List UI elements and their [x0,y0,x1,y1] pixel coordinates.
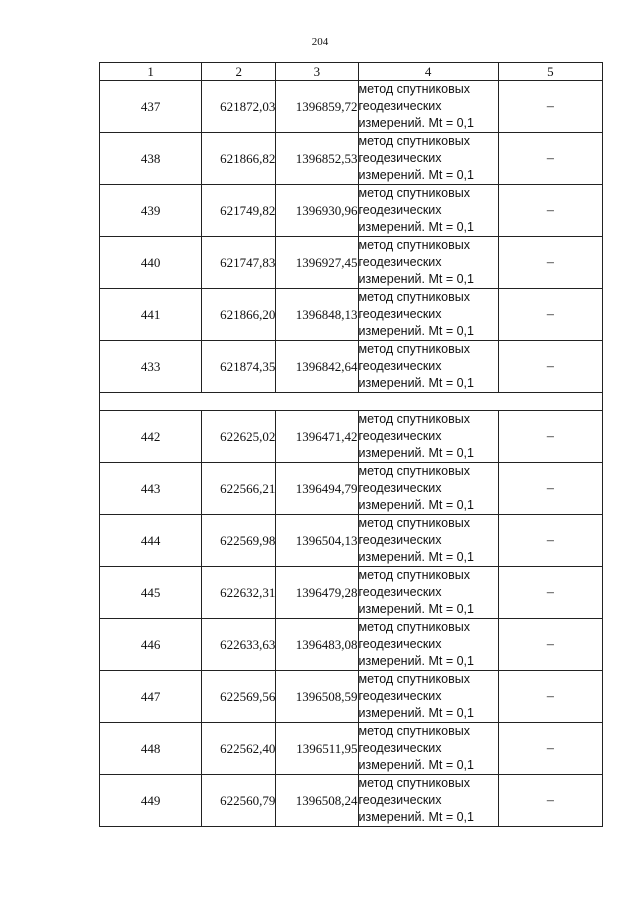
point-number-cell: 442 [100,411,202,463]
method-line: метод спутниковых [358,724,470,738]
method-cell [358,81,498,133]
method-line: измерений. Mt = 0,1 [358,602,474,616]
y-coordinate-cell: 1396511,95 [276,723,358,775]
table-row [100,619,603,671]
point-number-cell: 443 [100,463,202,515]
table-row [100,237,603,289]
method-cell [358,237,498,289]
method-line: геодезических [358,741,442,755]
method-line: метод спутниковых [358,516,470,530]
method-line: геодезических [358,637,442,651]
header-cell-1: 1 [100,63,202,81]
method-line: метод спутниковых [358,412,470,426]
method-line: метод спутниковых [358,238,470,252]
note-cell: – [498,133,602,185]
method-line: измерений. Mt = 0,1 [358,498,474,512]
method-cell [358,463,498,515]
x-coordinate-cell: 622562,40 [202,723,276,775]
method-line: метод спутниковых [358,672,470,686]
method-line: геодезических [358,255,442,269]
x-coordinate-cell: 621874,35 [202,341,276,393]
note-cell: – [498,341,602,393]
point-number-cell: 446 [100,619,202,671]
point-number-cell: 437 [100,81,202,133]
method-line: измерений. Mt = 0,1 [358,706,474,720]
x-coordinate-cell: 622569,98 [202,515,276,567]
table-row [100,133,603,185]
x-coordinate-cell: 622569,56 [202,671,276,723]
point-number-cell: 445 [100,567,202,619]
header-cell-5: 5 [498,63,602,81]
method-line: измерений. Mt = 0,1 [358,550,474,564]
x-coordinate-cell: 621866,20 [202,289,276,341]
x-coordinate-cell: 622560,79 [202,775,276,827]
y-coordinate-cell: 1396852,53 [276,133,358,185]
header-cell-2: 2 [202,63,276,81]
x-coordinate-cell: 622625,02 [202,411,276,463]
note-cell: – [498,723,602,775]
method-line: измерений. Mt = 0,1 [358,220,474,234]
point-number-cell: 440 [100,237,202,289]
method-cell [358,289,498,341]
y-coordinate-cell: 1396859,72 [276,81,358,133]
method-line: измерений. Mt = 0,1 [358,116,474,130]
note-cell: – [498,567,602,619]
point-number-cell: 448 [100,723,202,775]
note-cell: – [498,619,602,671]
note-cell: – [498,237,602,289]
method-line: измерений. Mt = 0,1 [358,376,474,390]
table-row [100,671,603,723]
note-cell: – [498,775,602,827]
table-row [100,463,603,515]
method-cell [358,515,498,567]
y-coordinate-cell: 1396508,59 [276,671,358,723]
group-separator-row [100,393,603,411]
method-line: измерений. Mt = 0,1 [358,446,474,460]
y-coordinate-cell: 1396842,64 [276,341,358,393]
table-row [100,341,603,393]
method-line: метод спутниковых [358,290,470,304]
y-coordinate-cell: 1396479,28 [276,567,358,619]
method-line: метод спутниковых [358,464,470,478]
table-row [100,723,603,775]
header-row [100,63,603,81]
method-line: геодезических [358,585,442,599]
method-line: геодезических [358,203,442,217]
point-number-cell: 433 [100,341,202,393]
y-coordinate-cell: 1396930,96 [276,185,358,237]
table-row [100,515,603,567]
header-cell-4: 4 [358,63,498,81]
method-line: метод спутниковых [358,82,470,96]
x-coordinate-cell: 622566,21 [202,463,276,515]
method-line: метод спутниковых [358,568,470,582]
method-cell [358,775,498,827]
method-cell [358,671,498,723]
method-cell [358,411,498,463]
note-cell: – [498,411,602,463]
note-cell: – [498,289,602,341]
table-row [100,775,603,827]
method-line: метод спутниковых [358,620,470,634]
note-cell: – [498,515,602,567]
table-row [100,411,603,463]
table-row [100,289,603,341]
method-line: измерений. Mt = 0,1 [358,810,474,824]
method-cell [358,723,498,775]
method-line: геодезических [358,481,442,495]
method-line: геодезических [358,151,442,165]
method-line: измерений. Mt = 0,1 [358,272,474,286]
method-line: геодезических [358,359,442,373]
method-line: измерений. Mt = 0,1 [358,654,474,668]
point-number-cell: 438 [100,133,202,185]
point-number-cell: 439 [100,185,202,237]
y-coordinate-cell: 1396504,13 [276,515,358,567]
x-coordinate-cell: 622633,63 [202,619,276,671]
method-line: геодезических [358,429,442,443]
header-cell-3: 3 [276,63,358,81]
method-cell [358,567,498,619]
method-line: геодезических [358,793,442,807]
y-coordinate-cell: 1396494,79 [276,463,358,515]
coordinates-table [99,62,603,827]
table-row [100,567,603,619]
x-coordinate-cell: 621747,83 [202,237,276,289]
table-row [100,81,603,133]
method-line: метод спутниковых [358,776,470,790]
method-line: геодезических [358,689,442,703]
method-line: геодезических [358,533,442,547]
method-line: метод спутниковых [358,134,470,148]
method-line: метод спутниковых [358,342,470,356]
point-number-cell: 444 [100,515,202,567]
method-line: измерений. Mt = 0,1 [358,324,474,338]
note-cell: – [498,81,602,133]
page-number: 204 [311,36,329,48]
point-number-cell: 449 [100,775,202,827]
y-coordinate-cell: 1396927,45 [276,237,358,289]
point-number-cell: 447 [100,671,202,723]
y-coordinate-cell: 1396848,13 [276,289,358,341]
y-coordinate-cell: 1396483,08 [276,619,358,671]
x-coordinate-cell: 621749,82 [202,185,276,237]
note-cell: – [498,185,602,237]
x-coordinate-cell: 621866,82 [202,133,276,185]
method-cell [358,341,498,393]
method-line: геодезических [358,307,442,321]
point-number-cell: 441 [100,289,202,341]
method-cell [358,619,498,671]
table-row [100,185,603,237]
method-line: измерений. Mt = 0,1 [358,168,474,182]
method-cell [358,185,498,237]
y-coordinate-cell: 1396471,42 [276,411,358,463]
x-coordinate-cell: 621872,03 [202,81,276,133]
method-line: измерений. Mt = 0,1 [358,758,474,772]
y-coordinate-cell: 1396508,24 [276,775,358,827]
method-cell [358,133,498,185]
note-cell: – [498,463,602,515]
table-body [100,81,603,827]
method-line: геодезических [358,99,442,113]
x-coordinate-cell: 622632,31 [202,567,276,619]
method-line: метод спутниковых [358,186,470,200]
group-separator-cell [100,393,603,411]
note-cell: – [498,671,602,723]
